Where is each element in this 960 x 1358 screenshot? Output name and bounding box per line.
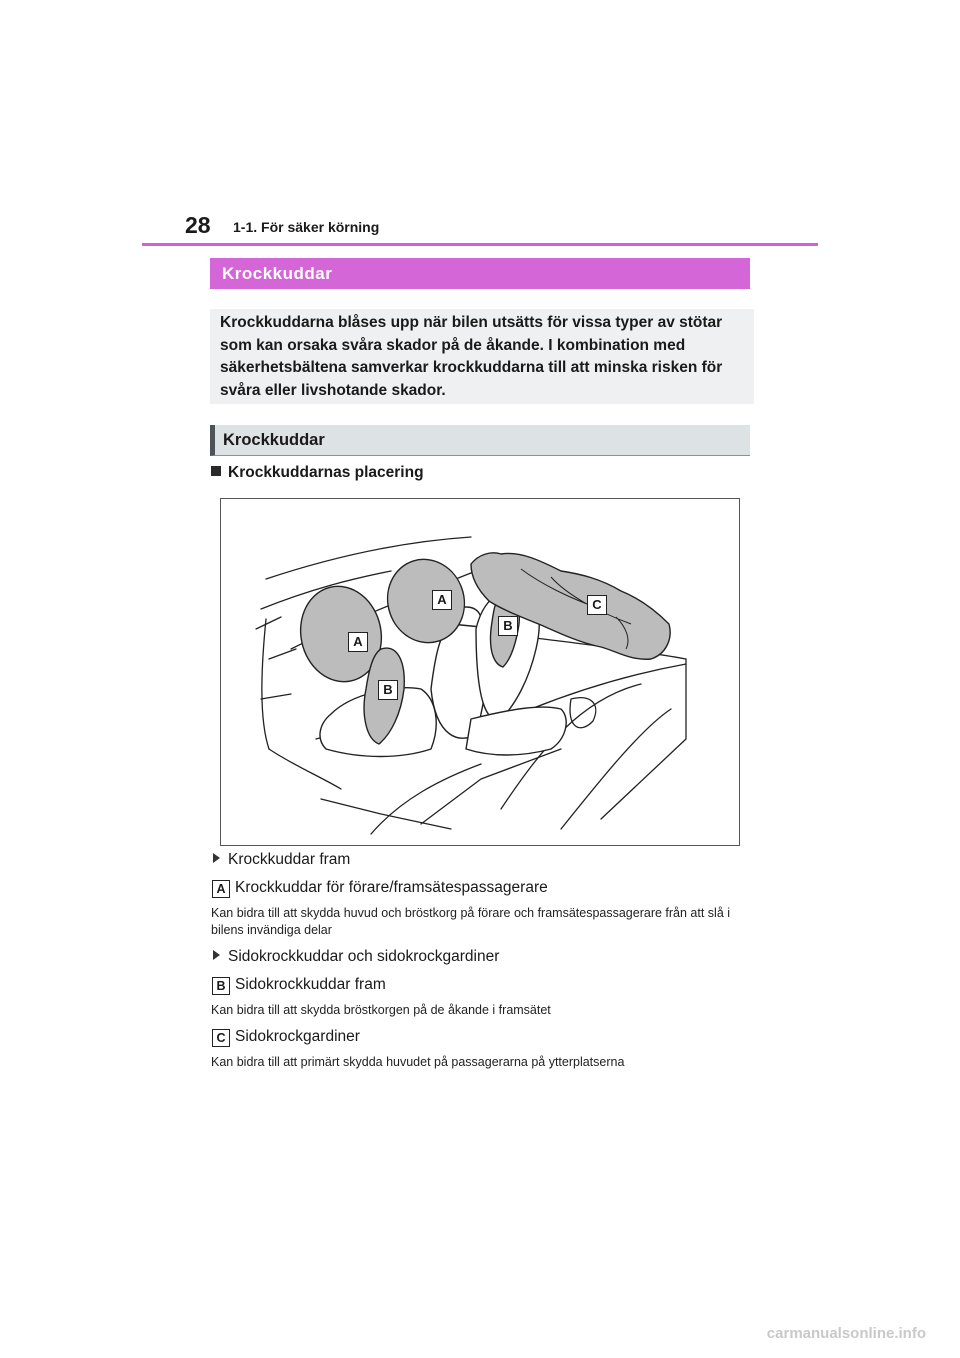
- callout-a-lower: A: [348, 632, 368, 652]
- minor-heading-text: Krockkuddarnas placering: [228, 464, 424, 481]
- item-c-title: [212, 1027, 360, 1047]
- page-number: 28: [185, 212, 211, 238]
- item-a-description: Kan bidra till att skydda huvud och bröstkorg på förare och framsätespassagerare från att slå i bilens invändiga delar: [211, 906, 731, 937]
- minor-heading: [211, 463, 424, 483]
- item-b-title: [212, 975, 386, 995]
- label-c-badge: C: [212, 1029, 230, 1047]
- callout-c: C: [587, 595, 607, 615]
- intro-box: Krockkuddarna blåses upp när bilen utsätts för vissa typer av stötar som kan orsaka svåra skador på de åkande. I kombination med säkerhetsbältena samverkar krockkuddarna till att minska risken för svåra eller livshotande skador.: [210, 309, 754, 404]
- item-b-title-text: Sidokrockkuddar fram: [235, 976, 386, 993]
- section-breadcrumb: 1-1. För säker körning: [233, 219, 380, 235]
- car-interior-illustration: [221, 499, 739, 845]
- group-heading-side-text: Sidokrockkuddar och sidokrockgardiner: [228, 948, 500, 965]
- callout-b-upper: B: [498, 616, 518, 636]
- footer-watermark: carmanualsonline.info: [766, 1325, 926, 1342]
- callout-b-lower: B: [378, 680, 398, 700]
- label-b-badge: B: [212, 977, 230, 995]
- group-heading-side: [213, 947, 499, 967]
- arrow-bullet-icon: [213, 853, 220, 863]
- item-b-description: Kan bidra till att skydda bröstkorgen på de åkande i framsätet: [211, 1003, 551, 1017]
- item-c-description: Kan bidra till att primärt skydda huvudet på passagerarna på ytterplatserna: [211, 1055, 625, 1069]
- square-bullet-icon: [211, 466, 221, 476]
- header-rule: [142, 243, 818, 246]
- group-heading-front-text: Krockkuddar fram: [228, 851, 351, 868]
- item-a-title-text: Krockkuddar för förare/framsätespassagerare: [235, 879, 548, 896]
- item-c-title-text: Sidokrockgardiner: [235, 1028, 360, 1045]
- arrow-bullet-icon: [213, 950, 220, 960]
- title-band: Krockkuddar: [210, 258, 750, 289]
- item-a-title: [212, 878, 548, 898]
- group-heading-front: [213, 850, 350, 870]
- callout-a-upper: A: [432, 590, 452, 610]
- subsection-heading: Krockkuddar: [210, 425, 750, 456]
- airbag-figure: [220, 498, 740, 846]
- label-a-badge: A: [212, 880, 230, 898]
